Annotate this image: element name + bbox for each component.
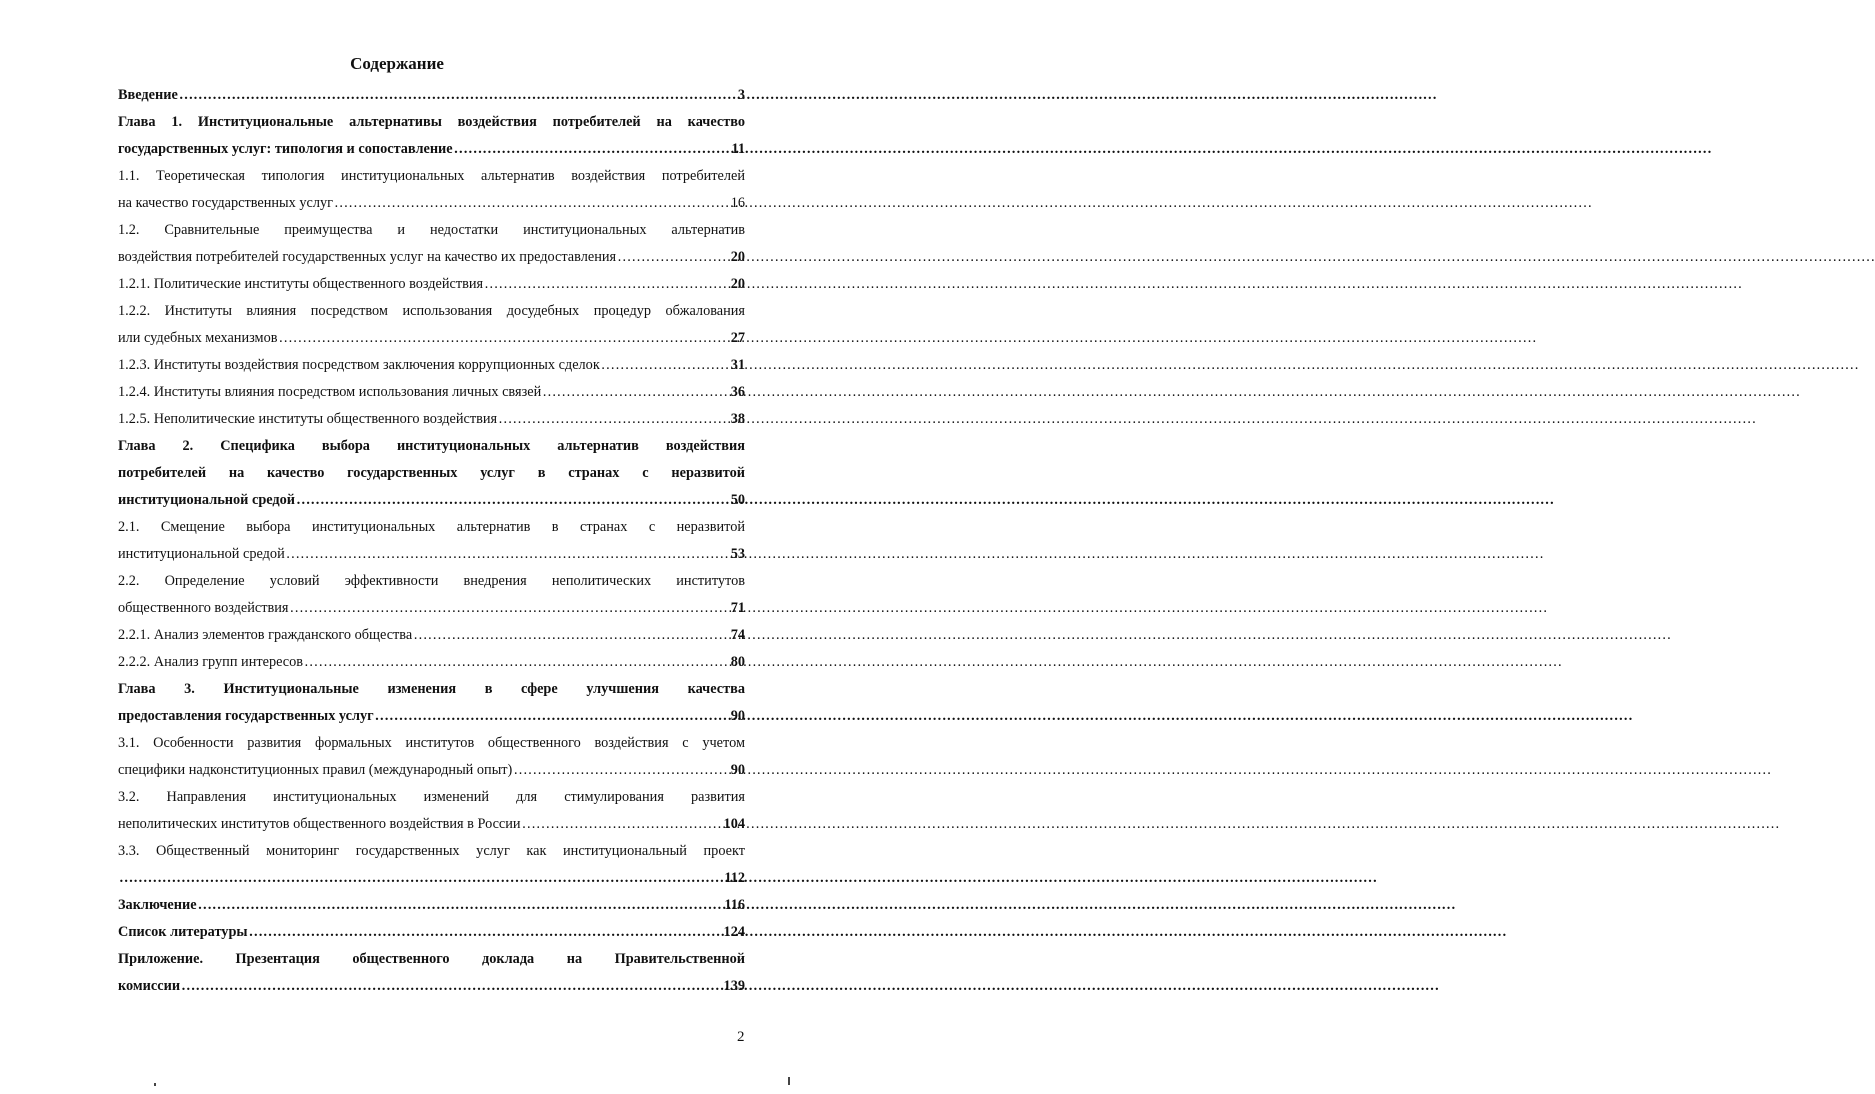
- dot-leader: [498, 409, 730, 429]
- toc-page-number: 16: [730, 195, 745, 211]
- toc-entry-label: воздействия потребителей государственных услуг на качество их предоставления: [118, 249, 617, 265]
- toc-page-number: 104: [723, 816, 745, 832]
- toc-page-number: 124: [723, 924, 745, 940]
- toc-entry-2-1[interactable]: 2.1. Смещение выбора институциональных альтернатив в странах с неразвитой: [118, 519, 745, 535]
- toc-page-number: 90: [730, 762, 745, 778]
- toc-entry-conclusion[interactable]: [118, 895, 745, 915]
- toc-entry-label: 2.2.2. Анализ групп интересов: [118, 654, 304, 670]
- toc-entry-3-1-cont[interactable]: [118, 760, 745, 780]
- page-title: Содержание: [350, 54, 444, 73]
- toc-page-number: 139: [723, 978, 745, 994]
- dot-leader: [289, 598, 729, 618]
- dot-leader: [522, 814, 723, 834]
- toc-entry-label: специфики надконституционных правил (международный опыт): [118, 762, 513, 778]
- toc-entry-chapter-2-cont[interactable]: потребителей на качество государственных услуг в странах с неразвитой: [118, 465, 745, 481]
- toc-entry-label: комиссии: [118, 978, 181, 994]
- toc-entry-2-1-cont[interactable]: [118, 544, 745, 564]
- dot-leader: [513, 760, 729, 780]
- toc-entry-chapter-2[interactable]: Глава 2. Специфика выбора институциональных альтернатив воздействия: [118, 438, 745, 454]
- toc-page-number: 11: [731, 141, 745, 157]
- toc-entry-appendix-cont[interactable]: [118, 976, 745, 996]
- dot-leader: [334, 193, 730, 213]
- toc-entry-1-1-cont[interactable]: [118, 193, 745, 213]
- dot-leader: [413, 625, 729, 645]
- toc-entry-label: государственных услуг: типология и сопоставление: [118, 141, 453, 157]
- toc-page-number: 50: [730, 492, 745, 508]
- dot-leader: [454, 139, 731, 159]
- toc-entry-label: общественного воздействия: [118, 600, 289, 616]
- toc-entry-label: 1.2.5. Неполитические институты общественного воздействия: [118, 411, 498, 427]
- toc-entry-label: институциональной средой: [118, 492, 296, 508]
- dot-leader: [286, 544, 730, 564]
- toc-entry-label: 1.2.4. Институты влияния посредством использования личных связей: [118, 384, 542, 400]
- toc-page-number: 116: [724, 897, 745, 913]
- toc-entry-1-1[interactable]: 1.1. Теоретическая типология институциональных альтернатив воздействия потребителей: [118, 168, 745, 184]
- toc-entry-chapter-1[interactable]: Глава 1. Институциональные альтернативы воздействия потребителей на качество: [118, 114, 745, 130]
- toc-entry-label: Введение: [118, 87, 178, 103]
- toc-entry-label: Заключение: [118, 897, 197, 913]
- toc-entry-label: 2.2.1. Анализ элементов гражданского общества: [118, 627, 413, 643]
- dot-leader: [542, 382, 729, 402]
- toc-entry-1-2-4[interactable]: [118, 382, 745, 402]
- dot-leader: [249, 922, 723, 942]
- toc-page-number: 90: [730, 708, 745, 724]
- toc-page-number: 74: [730, 627, 745, 643]
- page-number: 2: [737, 1029, 745, 1045]
- toc-entry-label: 1.2.1. Политические институты общественного воздействия: [118, 276, 484, 292]
- toc-entry-label: институциональной средой: [118, 546, 285, 562]
- toc-entry-chapter-3-cont[interactable]: [118, 706, 745, 726]
- toc-entry-2-2-1[interactable]: [118, 625, 745, 645]
- toc-entry-label: предоставления государственных услуг: [118, 708, 374, 724]
- toc-entry-chapter-2-end[interactable]: [118, 490, 745, 510]
- toc-entry-1-2-5[interactable]: [118, 409, 745, 429]
- dot-leader: [279, 328, 730, 348]
- toc-entry-label: Список литературы: [118, 924, 248, 940]
- toc-entry-appendix[interactable]: Приложение. Презентация общественного доклада на Правительственной: [118, 951, 745, 967]
- dot-leader: [179, 85, 737, 105]
- dot-leader: [601, 355, 730, 375]
- toc-page-number: 80: [730, 654, 745, 670]
- toc-entry-2-2[interactable]: 2.2. Определение условий эффективности внедрения неполитических институтов: [118, 573, 745, 589]
- toc-page-number: 20: [730, 276, 745, 292]
- toc-entry-3-1[interactable]: 3.1. Особенности развития формальных институтов общественного воздействия с учетом: [118, 735, 745, 751]
- toc-page-number: 38: [730, 411, 745, 427]
- toc-entry-1-2-cont[interactable]: [118, 247, 745, 267]
- dot-leader: [296, 490, 730, 510]
- toc-entry-1-2-2-cont[interactable]: [118, 328, 745, 348]
- toc-entry-3-3[interactable]: 3.3. Общественный мониторинг государственных услуг как институциональный проект: [118, 843, 745, 859]
- toc-entry-3-2-cont[interactable]: [118, 814, 745, 834]
- toc-entry-1-2-3[interactable]: [118, 355, 745, 375]
- toc-entry-label: неполитических институтов общественного воздействия в России: [118, 816, 521, 832]
- toc-entry-1-2-1[interactable]: [118, 274, 745, 294]
- dot-leader: [484, 274, 730, 294]
- scan-speck: [154, 1083, 156, 1086]
- dot-leader: [119, 868, 723, 888]
- toc-entry-label: или судебных механизмов: [118, 330, 278, 346]
- dot-leader: [198, 895, 724, 915]
- toc-entry-3-3-cont[interactable]: [118, 868, 745, 888]
- toc-entry-chapter-1-cont[interactable]: [118, 139, 745, 159]
- dot-leader: [304, 652, 730, 672]
- toc-page-number: 20: [730, 249, 745, 265]
- toc-entry-2-2-2[interactable]: [118, 652, 745, 672]
- toc-page-number: 27: [730, 330, 745, 346]
- toc-page-number: 36: [730, 384, 745, 400]
- dot-leader: [617, 247, 730, 267]
- toc-entry-chapter-3[interactable]: Глава 3. Институциональные изменения в сфере улучшения качества: [118, 681, 745, 697]
- toc-entry-3-2[interactable]: 3.2. Направления институциональных изменений для стимулирования развития: [118, 789, 745, 805]
- toc-entry-1-2-2[interactable]: 1.2.2. Институты влияния посредством использования досудебных процедур обжалования: [118, 303, 745, 319]
- toc-entry-2-2-cont[interactable]: [118, 598, 745, 618]
- toc-entry-bibliography[interactable]: [118, 922, 745, 942]
- toc-entry-1-2[interactable]: 1.2. Сравнительные преимущества и недостатки институциональных альтернатив: [118, 222, 745, 238]
- toc-page-number: 53: [730, 546, 745, 562]
- toc-page-number: 71: [730, 600, 745, 616]
- toc-page-number: 31: [730, 357, 745, 373]
- toc-entry-label: на качество государственных услуг: [118, 195, 333, 211]
- toc-entry-introduction[interactable]: [118, 85, 745, 105]
- toc-page-number: 112: [724, 870, 745, 886]
- scan-speck: [788, 1077, 790, 1085]
- dot-leader: [375, 706, 730, 726]
- toc-page-number: 3: [737, 87, 745, 103]
- dot-leader: [181, 976, 722, 996]
- toc-entry-label: 1.2.3. Институты воздействия посредством заключения коррупционных сделок: [118, 357, 600, 373]
